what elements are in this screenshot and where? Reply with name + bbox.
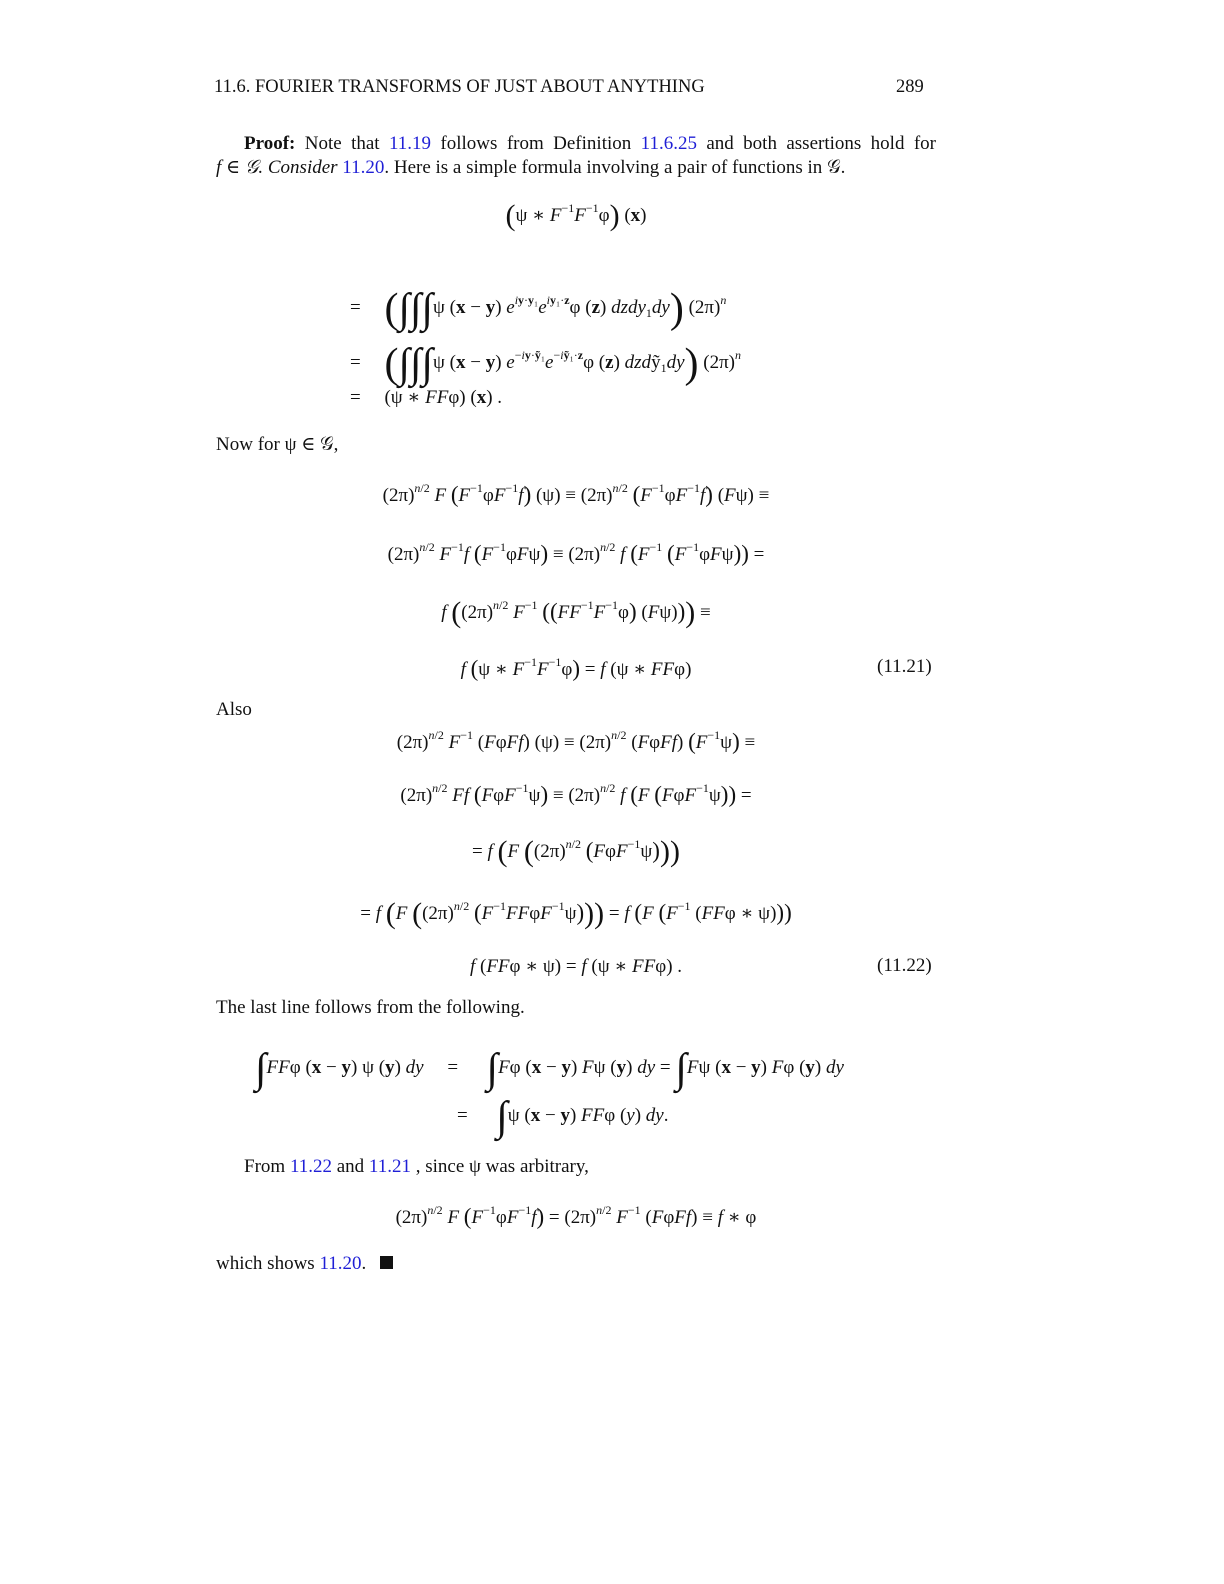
from-text: From <box>244 1156 290 1177</box>
which-text: . <box>361 1253 367 1274</box>
proof-line-2 <box>216 156 936 180</box>
proof-label: Proof: <box>244 133 296 154</box>
equation-final: $(2\pi)^{n/2}$ F $(F^{-1}\varphi F^{-1}f) = (2\pi)^{n/2}$ $F^{-1}$ (FφFf) ≡ f ∗ φ <box>395 1203 757 1229</box>
equation-integral-1: ∫FFφ (x − y) ψ (y) dy = ∫Fφ (x − y) Fψ (y) dy = ∫Fψ (x − y) Fφ (y) dy <box>255 1046 844 1092</box>
ref-11-6-25-link[interactable]: 11.6.25 <box>640 133 697 154</box>
proof-paragraph <box>216 132 936 180</box>
equation-also-3: = f (F ($(2\pi)^{n/2}$ (FφF$^{-1}$ψ))) <box>472 835 680 868</box>
qed-square-icon <box>380 1256 393 1269</box>
equation-line-3: = (ψ ∗ FFφ) (x) . <box>350 387 503 408</box>
equation-number-11-22: (11.22) <box>877 955 932 976</box>
which-text: which shows <box>216 1253 320 1274</box>
running-header-section: 11.6. FOURIER TRANSFORMS OF JUST ABOUT ANYTHING <box>214 77 705 97</box>
text-also: Also <box>216 699 252 720</box>
equation-number-11-21: (11.21) <box>877 656 932 677</box>
equation-11-22: f (FFφ ∗ ψ) = f (ψ ∗ FFφ) . <box>469 956 683 977</box>
equation-11-21: f (ψ ∗ $F^{-1}F^{-1}\varphi) = f$ (ψ ∗ FFφ) <box>460 655 692 681</box>
ref-11-20-link[interactable]: 11.20 <box>342 157 385 178</box>
ref-11-22-link[interactable]: 11.22 <box>289 1156 332 1177</box>
proof-text: follows from Definition <box>431 133 641 154</box>
equation-line-2: = (∫∫∫ψ (x − y) $e^{-iy\cdot ỹ_1}e^{-iỹ_1\cdot z}\varphi$ (z) dzdỹ$_1$dy) $(2\pi)^n$ <box>350 341 741 387</box>
equation-also-2: $(2\pi)^{n/2}$ Ff $(F\varphi F^{-1}\psi) \equiv (2\pi)^{n/2}$ f (F (FφF$^{-1}$ψ)) = <box>400 781 752 807</box>
ref-11-21-link[interactable]: 11.21 <box>368 1156 411 1177</box>
equation-line-1: = (∫∫∫ψ (x − y) $e^{iy\cdot y_1}e^{iy_1\cdot z}\varphi$ (z) dzdy$_1$dy) $(2\pi)^n$ <box>350 286 727 332</box>
text-now-for: Now for ψ ∈ 𝒢, <box>216 434 339 455</box>
equation-also-4: = f (F ($(2\pi)^{n/2}$ $(F^{-1}FF\varphi F^{-1}\psi))) = f$ (F ($F^{-1}$ (FFφ ∗ ψ))) <box>360 897 792 930</box>
text-from <box>216 1155 936 1179</box>
equation-integral-2: = ∫ψ (x − y) FFφ (y) dy. <box>457 1094 669 1140</box>
equation-chain-1: $(2\pi)^{n/2}$ F $(F^{-1}\varphi F^{-1}f) (\psi) \equiv (2\pi)^{n/2}$ $(F^{-1}\varphi F^{-1}f) (F\psi)$ ≡ <box>382 481 770 507</box>
ref-11-20-link-2[interactable]: 11.20 <box>319 1253 362 1274</box>
text-which-shows <box>216 1252 936 1276</box>
equation-chain-2: $(2\pi)^{n/2}$ $F^{-1}f$ $(F^{-1}\varphi F\psi) \equiv (2\pi)^{n/2}$ f ($F^{-1}$ $(F^{-1}\varphi F\psi)$) = <box>387 540 765 566</box>
proof-line-1 <box>216 132 936 156</box>
proof-text: and both assertions hold for <box>696 133 937 154</box>
text-last-line: The last line follows from the following. <box>216 997 525 1018</box>
equation-chain-3: f ($(2\pi)^{n/2}$ $F^{-1}$ $((FF^{-1}F^{-1}\varphi) (F\psi))$) ≡ <box>441 596 711 629</box>
ref-11-19-link[interactable]: 11.19 <box>388 133 432 154</box>
page-number: 289 <box>896 77 924 97</box>
from-text: and <box>331 1156 369 1177</box>
proof-text: f ∈ 𝒢. Consider <box>216 157 343 178</box>
from-text: , since ψ was arbitrary, <box>410 1156 589 1177</box>
equation-also-1: $(2\pi)^{n/2}$ $F^{-1}$ (FφFf) $(\psi) \equiv (2\pi)^{n/2}$ (FφFf) $(F^{-1}\psi)$ ≡ <box>396 728 756 754</box>
proof-text: Note that <box>295 133 389 154</box>
proof-text: . Here is a simple formula involving a pair of functions in 𝒢. <box>384 157 846 178</box>
equation-convolution-head: (ψ ∗ $F^{-1}F^{-1}\varphi$) (x) <box>505 199 647 232</box>
